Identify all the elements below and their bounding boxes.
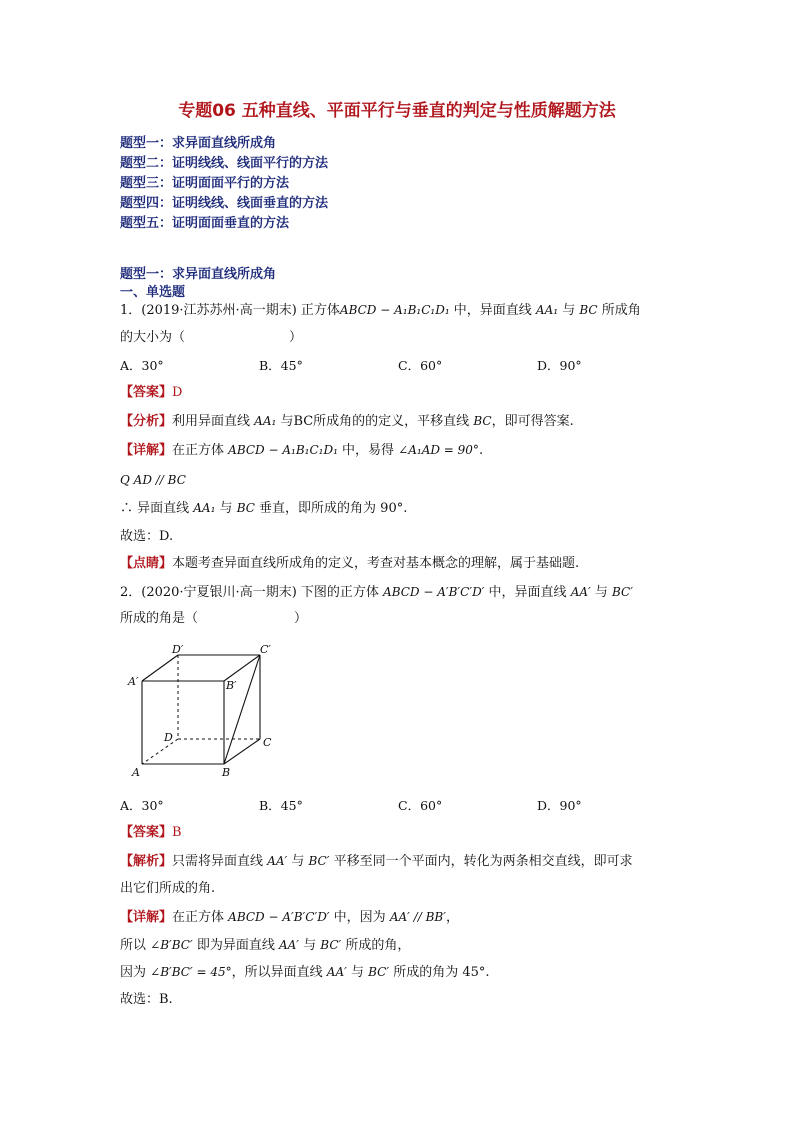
q2-option-a: A．30°: [120, 798, 164, 813]
q2-analysis-line1: 【解析】只需将异面直线 AA′ 与 BC′ 平移至同一个平面内，转化为两条相交直线，即可求: [120, 854, 633, 869]
label-d: D: [164, 731, 173, 744]
q2-choice: 故选：B.: [120, 992, 173, 1007]
q1-comment: 【点睛】本题考查异面直线所成角的定义，考查对基本概念的理解，属于基础题.: [120, 556, 580, 571]
cube-figure: [126, 643, 286, 779]
topic-item-2: 题型二：证明线线、线面平行的方法: [120, 156, 329, 171]
q2-detail: 【详解】在正方体 ABCD − A′B′C′D′ 中，因为 AA′ // BB′，: [120, 910, 459, 925]
q1-options: [120, 357, 676, 375]
label-b-prime: B′: [226, 679, 237, 692]
q1-choice: 故选：D.: [120, 529, 174, 544]
q2-analysis-line2: 出它们所成的角.: [120, 881, 216, 896]
label-c: C: [263, 736, 272, 749]
q1-stem-line1: 1．(2019·江苏苏州·高一期末) 正方体ABCD − A₁B₁C₁D₁ 中，异面直线 AA₁ 与 BC 所成角: [120, 303, 641, 318]
q2-option-b: B．45°: [259, 798, 303, 813]
topic-item-4: 题型四：证明线线、线面垂直的方法: [120, 196, 329, 211]
q1-parallel-line: Q AD // BC: [120, 473, 186, 487]
q1-answer: 【答案】D: [120, 385, 183, 400]
q1-stem-line2: 的大小为（ ）: [120, 330, 303, 345]
topic-item-3: 题型三：证明面面平行的方法: [120, 176, 290, 191]
topic-item-5: 题型五：证明面面垂直的方法: [120, 216, 290, 231]
q1-option-d: D．90°: [537, 358, 582, 373]
label-d-prime: D′: [172, 643, 184, 656]
topic-list: [120, 134, 328, 234]
q1-analysis: 【分析】利用异面直线 AA₁ 与BC所成角的的定义，平移直线 BC，即可得答案.: [120, 414, 574, 429]
q2-answer: 【答案】B: [120, 825, 182, 840]
q1-therefore: ∴ 异面直线 AA₁ 与 BC 垂直，即所成的角为 90°.: [120, 501, 408, 516]
label-a: A: [132, 766, 140, 779]
q1-option-b: B．45°: [259, 358, 303, 373]
q2-option-c: C．60°: [398, 798, 443, 813]
q2-options: [120, 797, 676, 815]
q2-stem-line1: 2．(2020·宁夏银川·高一期末) 下图的正方体 ABCD − A′B′C′D′ 中，异面直线 AA′ 与 BC′: [120, 585, 633, 600]
label-a-prime: A′: [128, 675, 139, 688]
q2-because-line: 因为 ∠B′BC′ = 45°，所以异面直线 AA′ 与 BC′ 所成的角为 45°.: [120, 965, 490, 980]
page-title: 专题06 五种直线、平面平行与垂直的判定与性质解题方法: [178, 101, 616, 121]
q2-option-d: D．90°: [537, 798, 582, 813]
topic-item-1: 题型一：求异面直线所成角: [120, 136, 277, 151]
q1-option-a: A．30°: [120, 358, 164, 373]
subsection-heading: 一、单选题: [120, 285, 186, 300]
q2-so-line: 所以 ∠B′BC′ 即为异面直线 AA′ 与 BC′ 所成的角，: [120, 938, 411, 953]
label-c-prime: C′: [260, 643, 271, 656]
q1-option-c: C．60°: [398, 358, 443, 373]
section-heading: 题型一：求异面直线所成角: [120, 267, 277, 282]
q1-detail: 【详解】在正方体 ABCD − A₁B₁C₁D₁ 中，易得 ∠A₁AD = 90°.: [120, 443, 484, 458]
q2-stem-line2: 所成的角是（ ）: [120, 611, 308, 626]
label-b: B: [222, 766, 231, 779]
